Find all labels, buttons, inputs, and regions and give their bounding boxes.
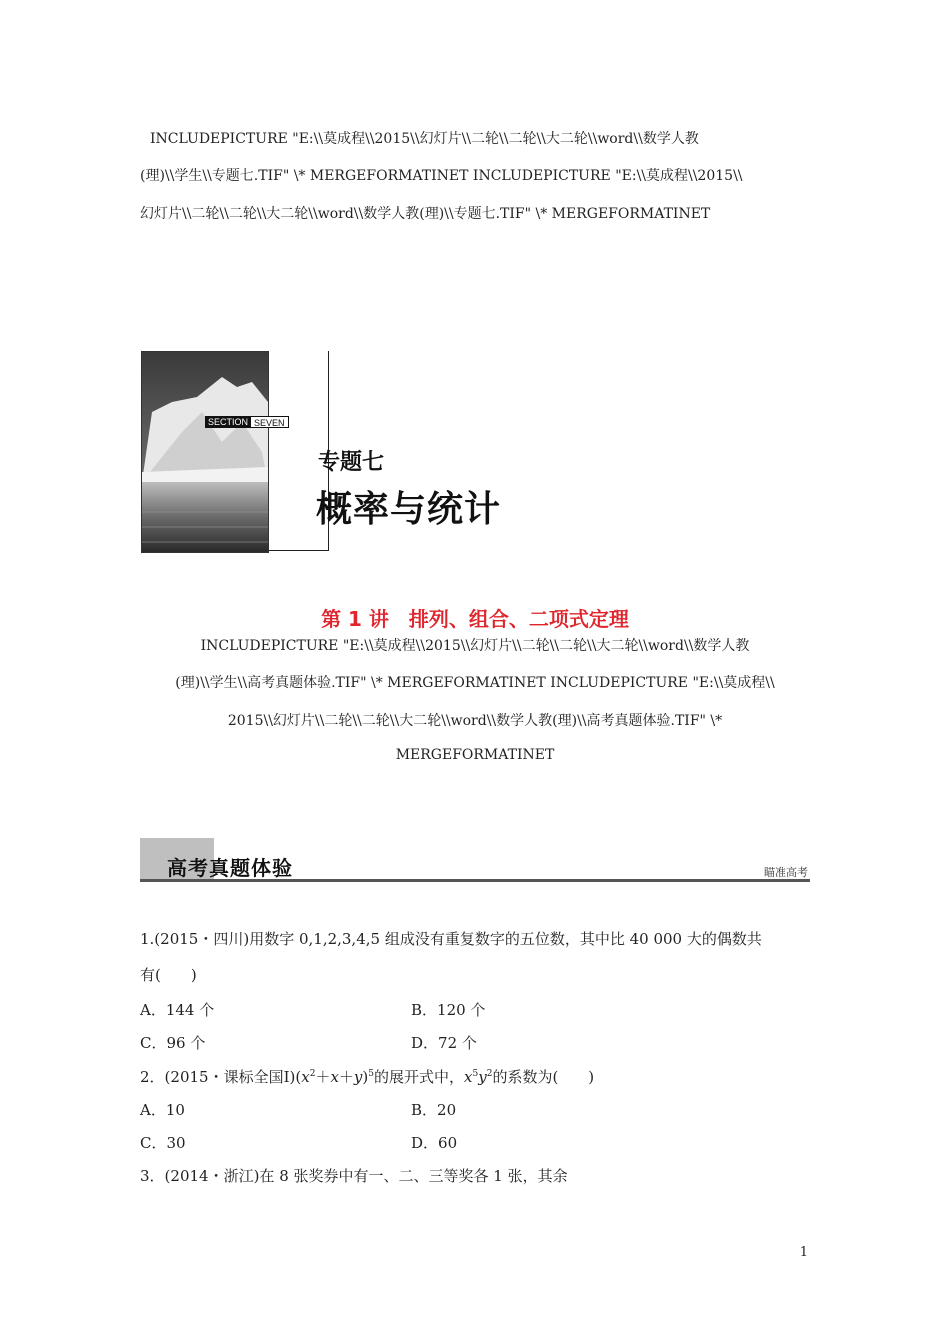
- lecture-field-line-1: INCLUDEPICTURE "E:\\莫成程\\2015\\幻灯片\\二轮\\二轮\\大二轮\\word\\数学人教: [200, 638, 750, 654]
- topic-number: 专题七: [318, 450, 385, 475]
- field-code-line-2: (理)\\学生\\专题七.TIF" \* MERGEFORMATINET INCLUDEPICTURE "E:\\莫成程\\2015\\: [140, 168, 743, 184]
- question-1-option-b: B．120 个: [411, 1001, 486, 1019]
- question-2: 2．(2015・课标全国$Ⅰ)(x^2+x+y)^5$的展开式中，$x^5y^2$的系数为( ): [140, 1068, 595, 1086]
- section-subheading: 瞄准高考: [764, 866, 808, 879]
- question-3-line-1: 3．(2014・浙江)在 8 张奖券中有一、二、三等奖各 1 张，其余: [140, 1167, 568, 1185]
- question-2-option-c: C．30: [140, 1134, 186, 1152]
- question-1-line-1: 1.(2015・四川)用数字 0,1,2,3,4,5 组成没有重复数字的五位数，其中比 40 000 大的偶数共: [140, 930, 762, 948]
- lecture-field-line-2: (理)\\学生\\高考真题体验.TIF" \* MERGEFORMATINET INCLUDEPICTURE "E:\\莫成程\\: [175, 675, 775, 691]
- lecture-field-line-4: MERGEFORMATINET: [395, 747, 555, 763]
- iceberg-photo: [141, 351, 269, 553]
- page-number: 1: [799, 1245, 808, 1260]
- section-heading: 高考真题体验: [167, 856, 293, 880]
- topic-title: 概率与统计: [316, 489, 502, 530]
- lecture-field-line-3: 2015\\幻灯片\\二轮\\二轮\\大二轮\\word\\数学人教(理)\\高考真题体验.TIF" \*: [227, 713, 723, 729]
- lecture-title: 第 1 讲 排列、组合、二项式定理: [321, 607, 629, 631]
- question-1-option-d: D．72 个: [411, 1034, 477, 1052]
- question-2-prefix: 2．(2015・课标全国Ⅰ): [140, 1068, 296, 1086]
- section-label-word: SECTION: [205, 416, 251, 428]
- question-1-line-2: 有( ): [140, 966, 197, 984]
- field-code-line-3: 幻灯片\\二轮\\二轮\\大二轮\\word\\数学人教(理)\\专题七.TIF" \* MERGEFORMATINET: [140, 206, 711, 222]
- question-1-option-a: A．144 个: [140, 1001, 215, 1019]
- section-label: [205, 416, 301, 428]
- question-2-option-d: D．60: [411, 1134, 458, 1152]
- section-label-number: SEVEN: [251, 416, 289, 428]
- field-code-line-1: INCLUDEPICTURE "E:\\莫成程\\2015\\幻灯片\\二轮\\二轮\\大二轮\\word\\数学人教: [150, 131, 699, 147]
- question-1-option-c: C．96 个: [140, 1034, 206, 1052]
- question-2-option-a: A．10: [140, 1101, 185, 1119]
- question-2-option-b: B．20: [411, 1101, 457, 1119]
